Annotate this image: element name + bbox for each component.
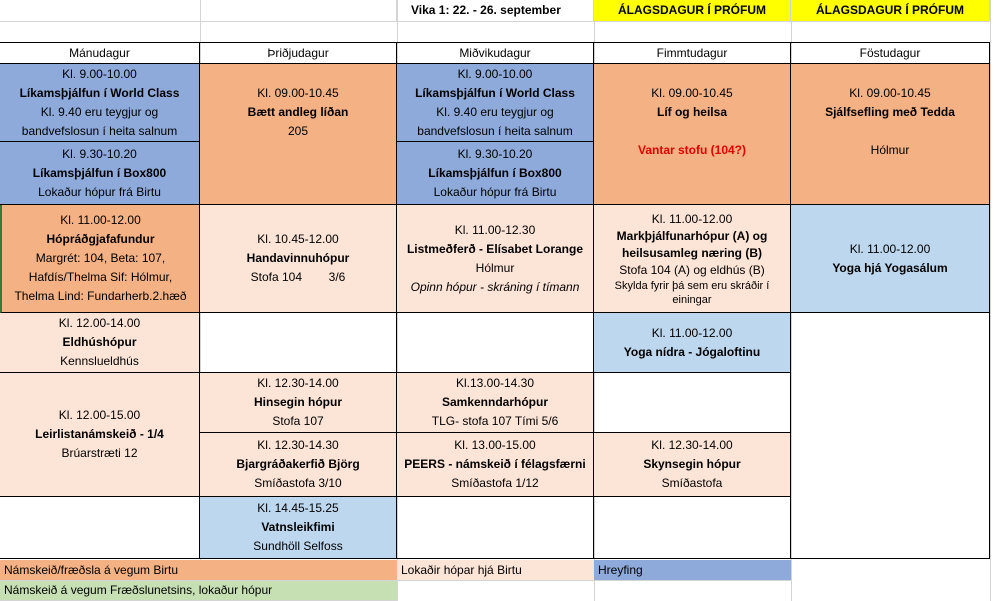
day-header-thursday[interactable]: Fimmtudagur	[594, 42, 791, 64]
event-friday-yoga[interactable]: Kl. 11.00-12.00 Yoga hjá Yogasálum	[791, 205, 990, 313]
empty-cell[interactable]	[200, 313, 397, 373]
gridline	[990, 0, 991, 601]
event-tuesday-baett-andleg-lidan[interactable]: Kl. 09.00-10.45 Bætt andleg líðan 205	[200, 64, 397, 205]
event-tuesday-bjorg[interactable]: Kl. 12.30-14.30 Bjargráðakerfið Björg Smíðastofa 3/10	[200, 433, 397, 497]
event-friday-sjalfsefling[interactable]: Kl. 09.00-10.45 Sjálfsefling með Tedda Hólmur	[791, 64, 990, 205]
empty-cell[interactable]	[0, 497, 200, 559]
empty-cell[interactable]	[791, 313, 990, 559]
event-wednesday-samkennd[interactable]: Kl.13.00-14.30 Samkenndarhópur TLG- stofa 107 Tími 5/6	[397, 373, 594, 433]
day-header-tuesday[interactable]: Þriðjudagur	[200, 42, 397, 64]
event-monday-leirlist[interactable]: Kl. 12.00-15.00 Leirlistanámskeið - 1/4 Brúarstræti 12	[0, 373, 200, 497]
event-monday-box800[interactable]: Kl. 9.30-10.20 Líkamsþjálfun í Box800 Lokaður hópur frá Birtu	[0, 142, 200, 205]
day-header-wednesday[interactable]: Miðvikudagur	[397, 42, 594, 64]
event-thursday-lif-og-heilsa[interactable]: Kl. 09.00-10.45 Líf og heilsa Vantar stofu (104?)	[594, 64, 791, 205]
event-thursday-markthjalfun[interactable]: Kl. 11.00-12.00 Markþjálfunarhópur (A) og heilsusamleg næring (B) Stofa 104 (A) og eldhús (B) Skylda fyrir þá sem eru skráðir í einingar	[594, 205, 791, 313]
legend-birta-course[interactable]: Námskeið/fræðsla á vegum Birtu	[0, 560, 397, 581]
day-header-monday[interactable]: Mánudagur	[0, 42, 200, 64]
thursday-banner[interactable]: ÁLAGSDAGUR Í PRÓFUM	[594, 0, 791, 22]
event-thursday-skynsegin[interactable]: Kl. 12.30-14.00 Skynsegin hópur Smíðastofa	[594, 433, 791, 497]
empty-cell[interactable]	[0, 0, 397, 22]
event-wednesday-box800[interactable]: Kl. 9.30-10.20 Líkamsþjálfun í Box800 Lokaður hópur frá Birtu	[397, 142, 594, 205]
week-label[interactable]: Vika 1: 22. - 26. september	[397, 0, 594, 22]
empty-cell[interactable]	[397, 497, 594, 559]
empty-cell[interactable]	[594, 373, 791, 433]
event-monday-eldhushopur[interactable]: Kl. 12.00-14.00 Eldhúshópur Kennslueldhús	[0, 313, 200, 373]
event-monday-world-class[interactable]: Kl. 9.00-10.00 Líkamsþjálfun í World Class Kl. 9.40 eru teygjur og bandvefslosun í heita salnum	[0, 64, 200, 142]
event-tuesday-hinsegin[interactable]: Kl. 12.30-14.00 Hinsegin hópur Stofa 107	[200, 373, 397, 433]
empty-cell[interactable]	[594, 497, 791, 559]
event-tuesday-handavinna[interactable]: Kl. 10.45-12.00 Handavinnuhópur Stofa 104 3/6	[200, 205, 397, 313]
event-thursday-yoga-nidra[interactable]: Kl. 11.00-12.00 Yoga nídra - Jógaloftinu	[594, 313, 791, 373]
friday-banner[interactable]: ÁLAGSDAGUR Í PRÓFUM	[791, 0, 990, 22]
day-header-friday[interactable]: Föstudagur	[791, 42, 990, 64]
legend-fraedslunet[interactable]: Námskeið á vegum Fræðslunetsins, lokaður hópur	[0, 581, 397, 601]
legend-birta-closed[interactable]: Lokaðir hópar hjá Birtu	[397, 560, 594, 581]
event-wednesday-listmedferd[interactable]: Kl. 11.00-12.30 Listmeðferð - Elísabet Lorange Hólmur Opinn hópur - skráning í tímann	[397, 205, 594, 313]
legend-hreyfing[interactable]: Hreyfing	[594, 560, 791, 581]
empty-cell[interactable]	[397, 313, 594, 373]
event-wednesday-world-class[interactable]: Kl. 9.00-10.00 Líkamsþjálfun í World Class Kl. 9.40 eru teygjur og bandvefslosun í heita salnum	[397, 64, 594, 142]
event-wednesday-peers[interactable]: Kl. 13.00-15.00 PEERS - námskeið í félagsfærni Smíðastofa 1/12	[397, 433, 594, 497]
event-tuesday-vatnsleikfimi[interactable]: Kl. 14.45-15.25 Vatnsleikfimi Sundhöll Selfoss	[200, 497, 397, 559]
event-monday-hopradgjafafundur[interactable]: Kl. 11.00-12.00 Hópráðgjafafundur Margrét: 104, Beta: 107, Hafdís/Thelma Sif: Hólmur, Thelma Lind: Fundarherb.2.hæð	[0, 205, 200, 313]
